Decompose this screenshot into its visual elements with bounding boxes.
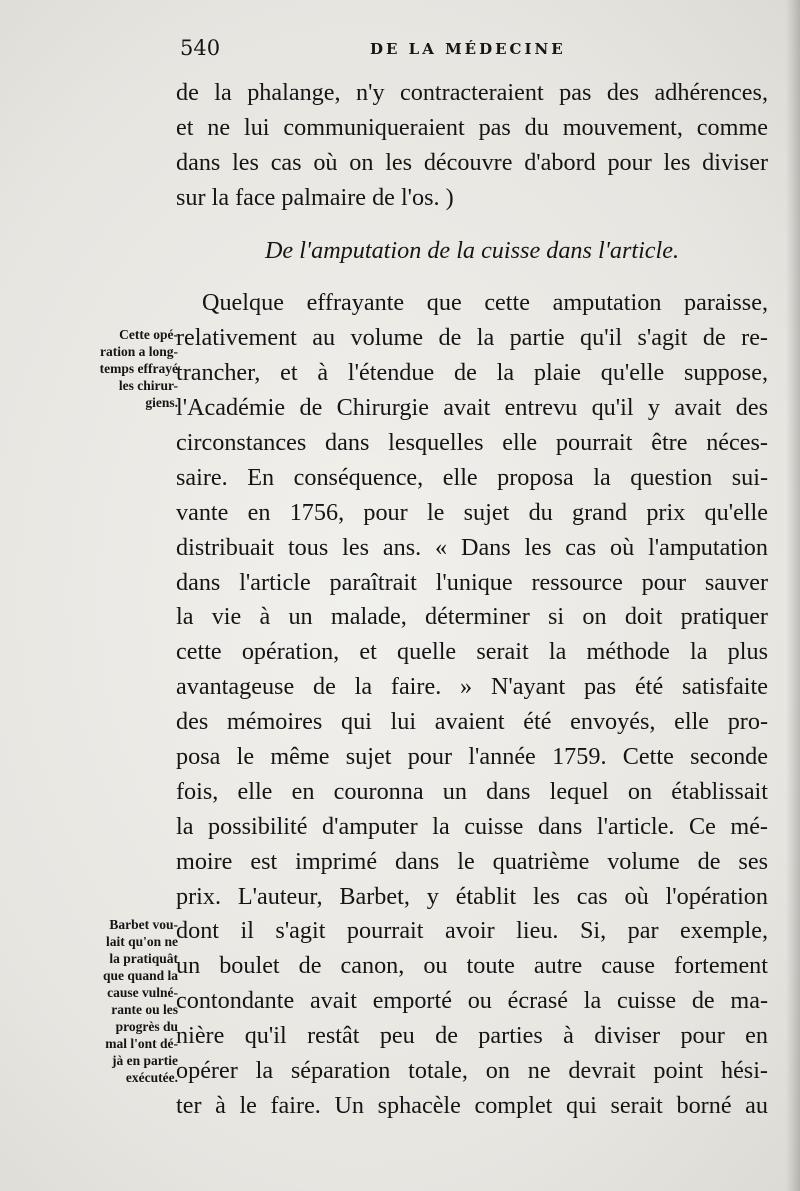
page-edge-shadow bbox=[786, 0, 800, 1191]
text-line: prix. L'auteur, Barbet, y établit les cas où l'opération bbox=[176, 882, 768, 910]
text-line: trancher, et à l'étendue de la plaie qu'elle suppose, bbox=[176, 359, 768, 387]
margin-note-line: lait qu'on ne bbox=[105, 934, 178, 949]
margin-note-line: Cette opé- bbox=[119, 327, 178, 342]
text-line: nière qu'il restât peu de parties à diviser pour en bbox=[176, 1022, 768, 1050]
text-line: vante en 1756, pour le sujet du grand prix qu'elle bbox=[176, 498, 768, 526]
text-line: cette opération, et quelle serait la méthode la plus bbox=[176, 638, 768, 666]
text-line: saire. En conséquence, elle proposa la question sui- bbox=[176, 463, 768, 491]
text-line: opérer la séparation totale, on ne devrait point hési- bbox=[176, 1057, 768, 1085]
page-number: 540 bbox=[180, 36, 221, 60]
margin-note-line: exécutée. bbox=[125, 1070, 178, 1085]
text-line: dans les cas où on les découvre d'abord pour les diviser bbox=[176, 148, 768, 176]
text-line: un boulet de canon, ou toute autre cause fortement bbox=[176, 952, 768, 980]
spacer bbox=[176, 216, 768, 234]
text-line: de la phalange, n'y contracteraient pas des adhérences, bbox=[176, 79, 768, 106]
margin-note-line: rante ou les bbox=[111, 1002, 178, 1017]
text-line: la possibilité d'amputer la cuisse dans l'article. Ce mé- bbox=[176, 812, 768, 840]
running-head: DE LA MÉDECINE bbox=[370, 40, 566, 58]
text-line: des mémoires qui lui avaient été envoyés, elle pro- bbox=[176, 708, 768, 736]
text-line: distribuait tous les ans. « Dans les cas où l'amputation bbox=[176, 533, 768, 561]
margin-note-line: ration a long- bbox=[99, 344, 178, 359]
body-text bbox=[176, 76, 768, 1124]
margin-note-line: cause vulné- bbox=[107, 985, 178, 1000]
page-header bbox=[180, 36, 740, 66]
margin-note-line: progrès du bbox=[115, 1019, 178, 1034]
text-line: la vie à un malade, déterminer si on doit pratiquer bbox=[176, 603, 768, 631]
margin-note-line: mal l'ont dé- bbox=[105, 1036, 178, 1051]
margin-note-line: la pratiquât bbox=[109, 951, 178, 966]
text-line: moire est imprimé dans le quatrième volume de ses bbox=[176, 847, 768, 875]
margin-note-line: que quand la bbox=[102, 968, 178, 983]
text-line: l'Académie de Chirurgie avait entrevu qu'il y avait des bbox=[176, 394, 768, 422]
text-line: relativement au volume de la partie qu'il s'agit de re- bbox=[176, 324, 768, 352]
margin-note-line: Barbet vou- bbox=[109, 917, 178, 932]
text-line: Quelque effrayante que cette amputation paraisse, bbox=[202, 289, 768, 317]
text-line: avantageuse de la faire. » N'ayant pas été satisfaite bbox=[176, 673, 768, 701]
margin-note bbox=[62, 916, 178, 1086]
margin-note bbox=[62, 326, 178, 411]
spacer bbox=[176, 268, 768, 286]
margin-note-line: temps effrayé bbox=[99, 361, 178, 376]
text-line: circonstances dans lesquelles elle pourrait être néces- bbox=[176, 429, 768, 457]
text-line: posa le même sujet pour l'année 1759. Cette seconde bbox=[176, 743, 768, 771]
text-line: contondante avait emporté ou écrasé la cuisse de ma- bbox=[176, 987, 768, 1015]
text-line: et ne lui communiqueraient pas du mouvement, comme bbox=[176, 113, 768, 141]
text-line: ter à le faire. Un sphacèle complet qui serait borné au bbox=[176, 1091, 768, 1119]
text-line: sur la face palmaire de l'os. ) bbox=[176, 183, 454, 211]
margin-note-line: les chirur- bbox=[118, 378, 178, 393]
text-line: dont il s'agit pourrait avoir lieu. Si, par exemple, bbox=[176, 917, 768, 945]
text-line: fois, elle en couronna un dans lequel on établissait bbox=[176, 777, 768, 805]
margin-note-line: giens. bbox=[145, 395, 178, 410]
text-line: dans l'article paraîtrait l'unique ressource pour sauver bbox=[176, 568, 768, 596]
margin-note-line: jà en partie bbox=[112, 1053, 178, 1068]
section-title: De l'amputation de la cuisse dans l'article. bbox=[264, 236, 680, 264]
